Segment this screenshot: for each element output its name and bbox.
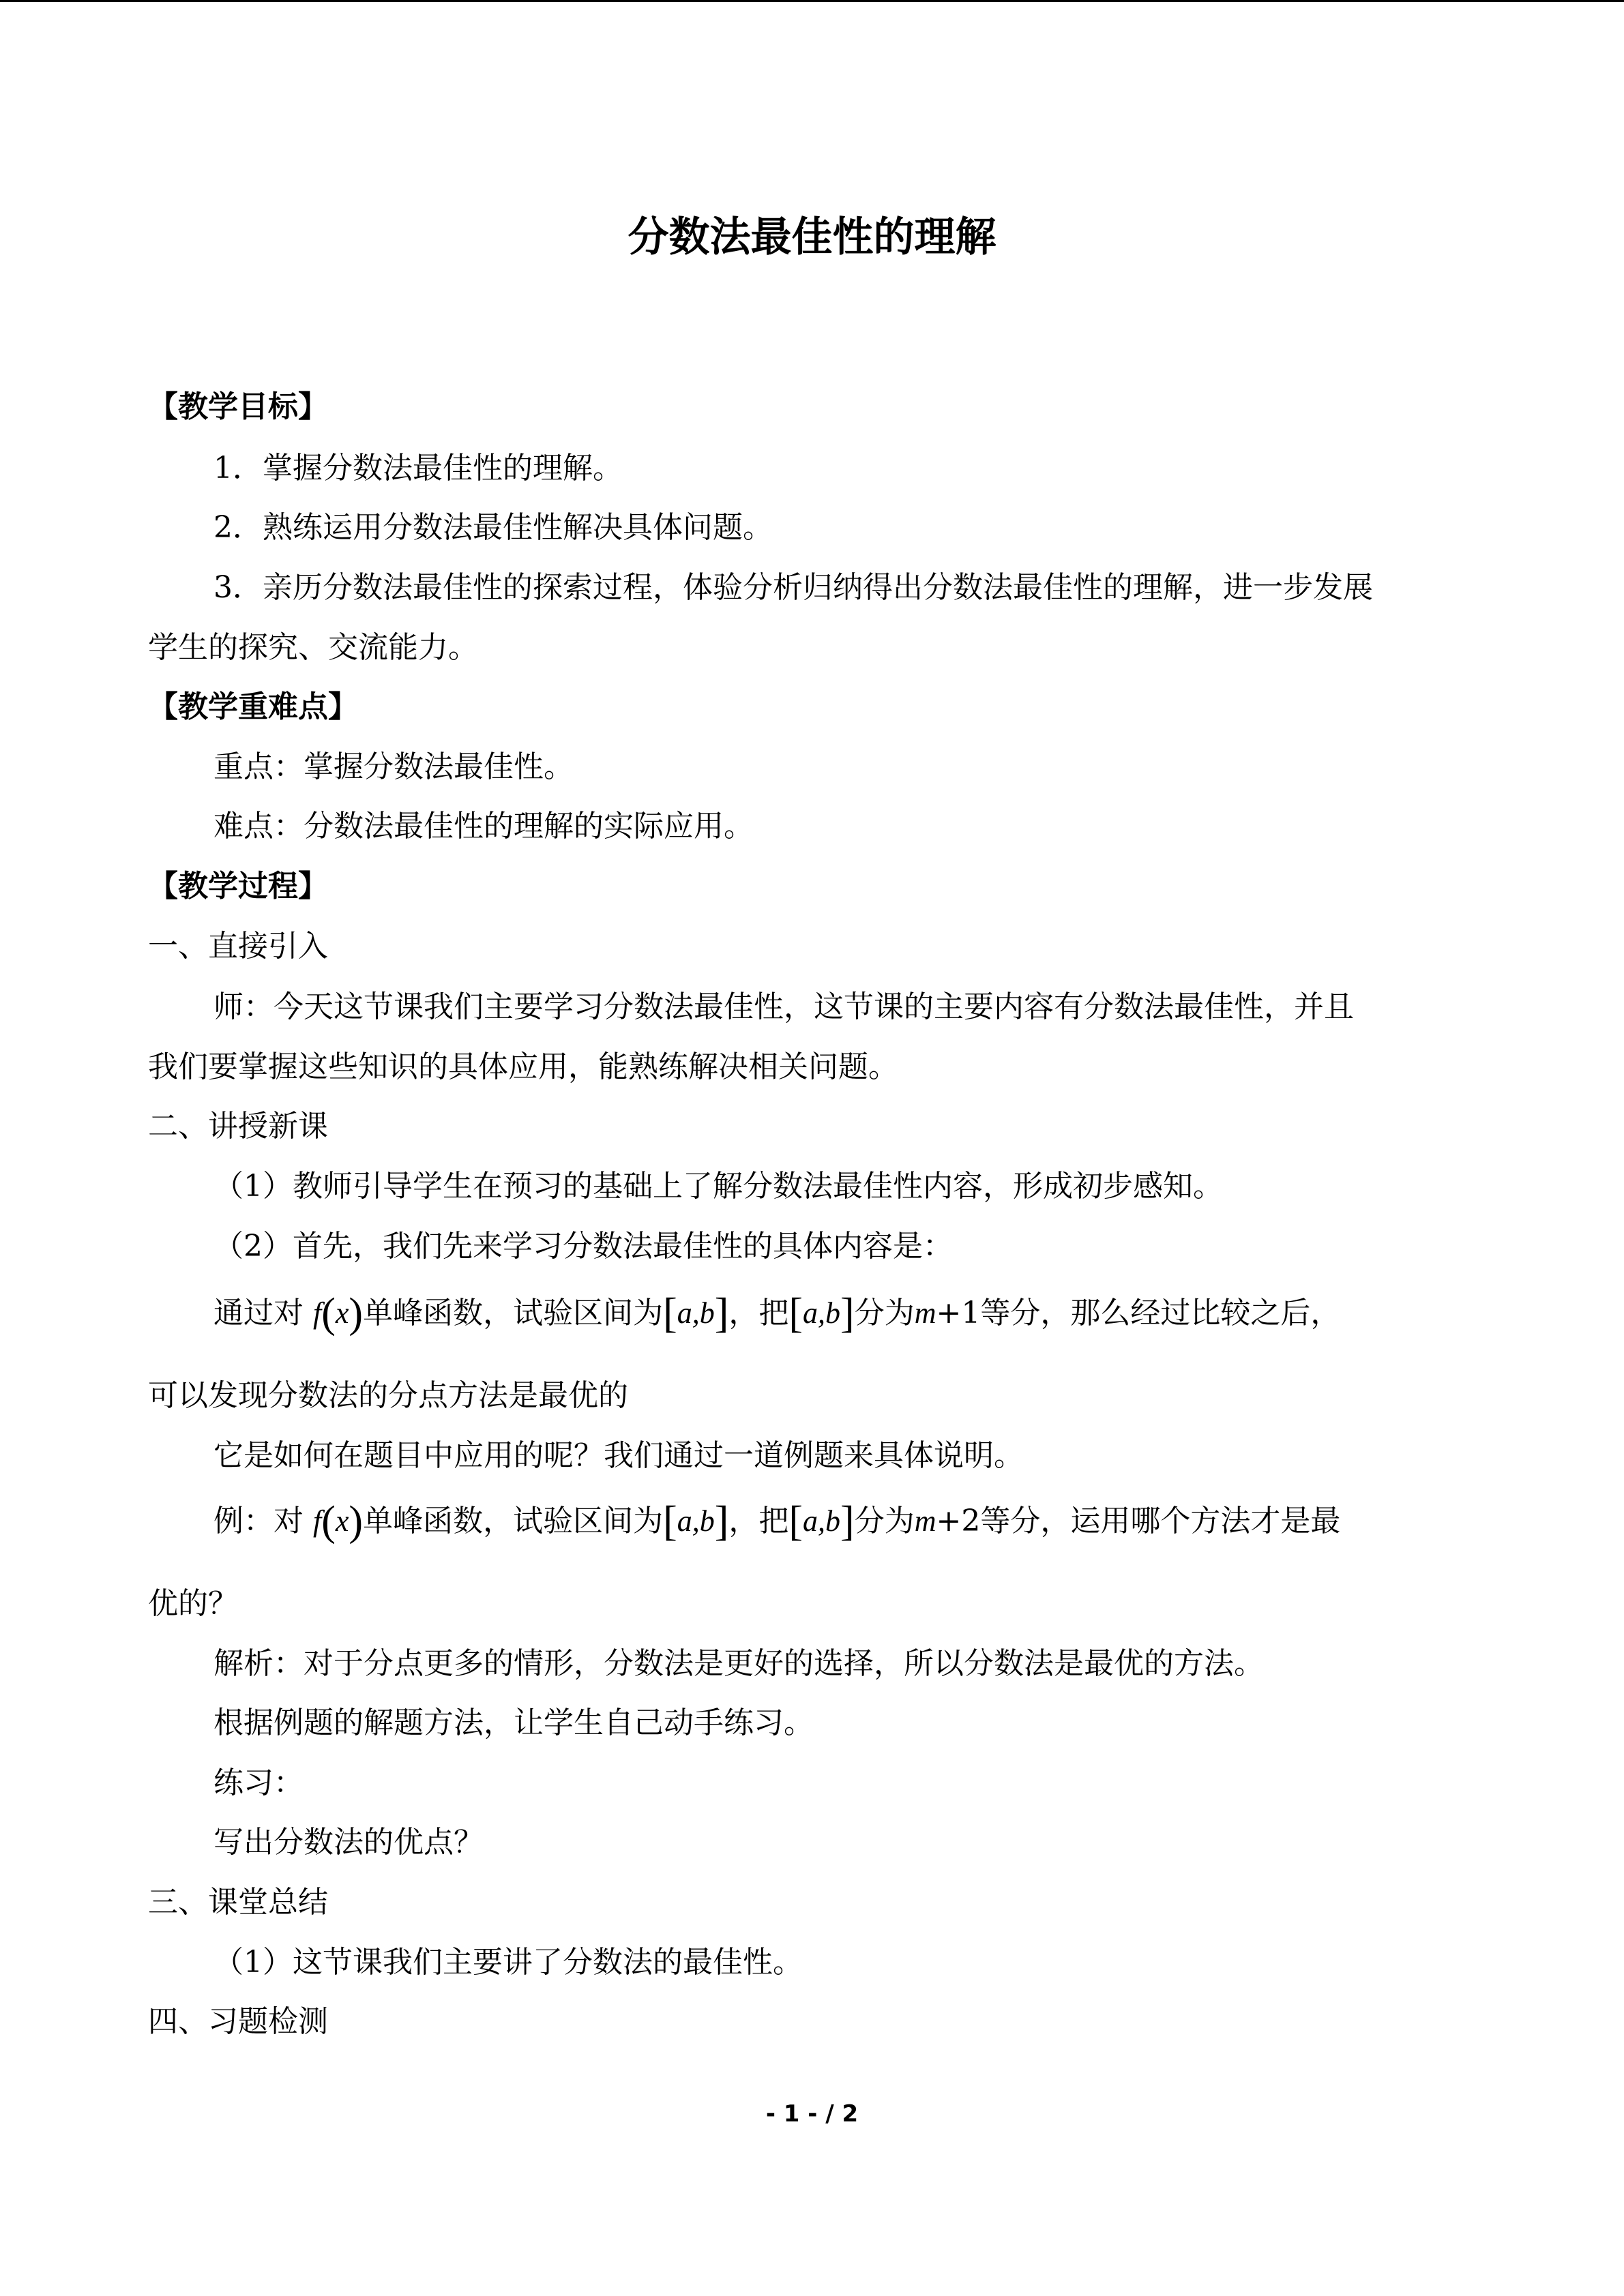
part-3-heading: 三、课堂总结 [148,1885,328,1920]
example-line-2: 优的？ [148,1586,238,1621]
practice-intro: 根据例题的解题方法，让学生自己动手练习。 [213,1705,814,1740]
summary: （1）这节课我们主要讲了分数法的最佳性。 [213,1945,803,1980]
part-4-heading: 四、习题检测 [148,2004,328,2039]
goal-3-line-1: 3．亲历分数法最佳性的探索过程，体验分析归纳得出分数法最佳性的理解，进一步发展 [213,570,1373,605]
goal-3-line-2: 学生的探究、交流能力。 [148,630,478,665]
teacher-intro-line-1: 师：今天这节课我们主要学习分数法最佳性，这节课的主要内容有分数法最佳性，并且 [213,989,1354,1024]
process-heading: 【教学过程】 [148,869,328,904]
goal-2: 2．熟练运用分数法最佳性解决具体问题。 [213,510,773,545]
formula-line-1: 通过对 f(x)单峰函数，试验区间为[a,b]，把[a,b]分为m+1等分，那么经过比较之后， [213,1290,1341,1337]
document-title: 分数法最佳性的理解 [628,213,996,261]
part-2-heading: 二、讲授新课 [148,1109,328,1144]
goal-1: 1．掌握分数法最佳性的理解。 [213,451,623,486]
key-point: 重点：掌握分数法最佳性。 [213,749,574,784]
part-1-heading: 一、直接引入 [148,929,328,964]
analysis: 解析：对于分点更多的情形，分数法是更好的选择，所以分数法是最优的方法。 [213,1646,1264,1681]
page-number: - 1 - / 2 [765,2100,859,2128]
step-1: （1）教师引导学生在预习的基础上了解分数法最佳性内容，形成初步感知。 [213,1169,1223,1204]
teacher-intro-line-2: 我们要掌握这些知识的具体应用，能熟练解决相关问题。 [148,1049,898,1084]
practice-label: 练习： [213,1765,304,1800]
how-to-apply: 它是如何在题目中应用的呢？我们通过一道例题来具体说明。 [213,1438,1024,1473]
difficult-point: 难点：分数法最佳性的理解的实际应用。 [213,809,754,844]
top-border-line [0,0,1624,2]
practice-question: 写出分数法的优点？ [213,1825,484,1860]
key-points-heading: 【教学重难点】 [148,689,358,724]
example-line-1: 例：对 f(x)单峰函数，试验区间为[a,b]，把[a,b]分为m+2等分，运用哪个方法才是最 [213,1498,1341,1545]
step-2: （2）首先，我们先来学习分数法最佳性的具体内容是： [213,1229,953,1264]
formula-line-1-continued: 可以发现分数法的分点方法是最优的 [148,1378,628,1413]
goals-heading: 【教学目标】 [148,389,328,424]
